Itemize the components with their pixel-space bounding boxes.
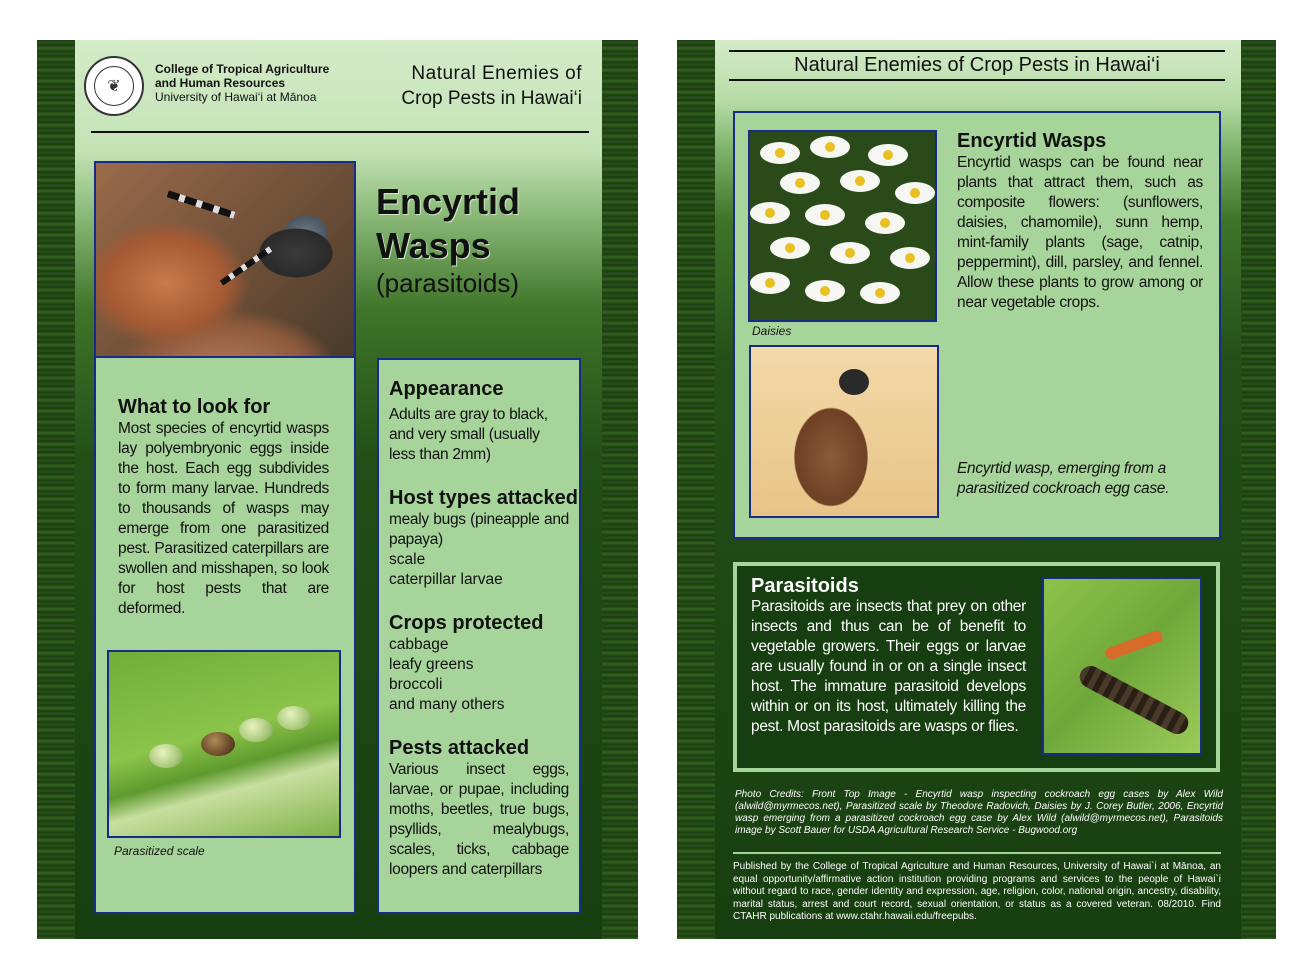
- college-line-3: University of Hawai‘i at Mānoa: [155, 90, 317, 104]
- header-rule-top: [729, 50, 1225, 52]
- encyrtid-text: Encyrtid wasps can be found near plants that attract them, such as composite flowers: (sunflowers, daisies, chamomile), sunn hemp, mint-family plants (sage, catnip, peppermint), dill, parsley, and fennel. Allow these plants to grow among or near vegetable crops.: [957, 154, 1203, 311]
- host-item: mealy bugs (pineapple and papaya): [389, 511, 569, 548]
- photo-credits: Photo Credits: Front Top Image - Encyrtid wasp inspecting cockroach egg cases by Alex Wild (alwild@myrmecos.net), Parasitized scale by Theodore Radovich, Daisies by J. Corey Butler, 2006, Encyrtid wasp emerging from a parasitized cockroach egg case by Alex Wild (alwild@myrmecos.net), Parasitoids image by Scott Bauer for USDA Agricultural Research Service - Bugwood.org: [735, 789, 1223, 836]
- main-title: [376, 180, 520, 268]
- scale-caption: Parasitized scale: [114, 844, 205, 858]
- egg-case-caption: Encyrtid wasp, emerging from a parasitized cockroach egg case.: [957, 460, 1170, 497]
- daisies-caption: Daisies: [752, 324, 792, 338]
- pests-heading: Pests attacked: [389, 737, 530, 759]
- crop-item: and many others: [389, 696, 505, 713]
- series-title-line-1: Natural Enemies of: [411, 63, 582, 84]
- crop-item: cabbage: [389, 636, 449, 653]
- header-divider: [91, 131, 589, 133]
- college-line-2: and Human Resources: [155, 76, 286, 90]
- main-title-line-2: Wasps: [376, 225, 491, 266]
- crops-heading: Crops protected: [389, 612, 544, 634]
- look-heading: What to look for: [118, 396, 271, 418]
- university-seal-logo: ❦: [84, 56, 144, 116]
- parasitoids-text: Parasitoids are insects that prey on other insects and thus can be of benefit to vegetable growers. Their eggs or larvae are usually found in or on a single insect host. The immature parasitoid develops within or on its host, ultimately killing the pest. Most parasitoids are wasps or flies.: [751, 598, 1026, 735]
- look-text: Most species of encyrtid wasps lay polyembryonic eggs inside the host. Each egg subdivides to form many larvae. Hundreds to thousands of wasps may emerge from one parasitized pest. Parasitized caterpillars are swollen and misshapen, so look for host pests that are deformed.: [118, 420, 329, 617]
- parasitized-scale-photo: [107, 650, 341, 838]
- back-header: Natural Enemies of Crop Pests in Hawai‘i: [794, 54, 1160, 76]
- parasitoid-wasp-photo: [1042, 577, 1202, 755]
- header-rule-bottom: [729, 79, 1225, 81]
- host-item: scale: [389, 551, 426, 568]
- publisher-statement: Published by the College of Tropical Agriculture and Human Resources, University of Hawai`i at Mānoa, an equal opportunity/affirmative action institution providing programs and services to the people of Hawai`i without regard to race, gender identity and expression, age, religion, color, national origin, ancestry, disability, marital status, arrest and court record, sexual orientation, or status as a covered veteran. 08/2010. Find CTAHR publications at www.ctahr.hawaii.edu/freepubs.: [733, 861, 1221, 922]
- main-subtitle: (parasitoids): [376, 268, 520, 298]
- appearance-heading: Appearance: [389, 378, 504, 400]
- series-title: [372, 61, 582, 111]
- credits-divider: [733, 852, 1221, 854]
- encyrtid-wasp-photo: [94, 161, 356, 358]
- crop-item: leafy greens: [389, 656, 474, 673]
- main-title-line-1: Encyrtid: [376, 181, 521, 222]
- encyrtid-heading: Encyrtid Wasps: [957, 130, 1107, 152]
- series-title-line-2: Crop Pests in Hawai‘i: [401, 88, 582, 109]
- appearance-text: Adults are gray to black, and very small (usually less than 2mm): [389, 406, 548, 463]
- college-line-1: College of Tropical Agriculture: [155, 62, 330, 76]
- host-item: caterpillar larvae: [389, 571, 503, 588]
- daisies-photo: [748, 130, 937, 322]
- pests-text: Various insect eggs, larvae, or pupae, including moths, beetles, true bugs, psyllids, mealybugs, scales, ticks, cabbage loopers and caterpillars: [389, 761, 569, 878]
- wasp-emerging-photo: [749, 345, 939, 518]
- crop-item: broccoli: [389, 676, 443, 693]
- parasitoids-heading: Parasitoids: [751, 575, 859, 597]
- hosts-heading: Host types attacked: [389, 487, 578, 509]
- college-name: [155, 62, 329, 104]
